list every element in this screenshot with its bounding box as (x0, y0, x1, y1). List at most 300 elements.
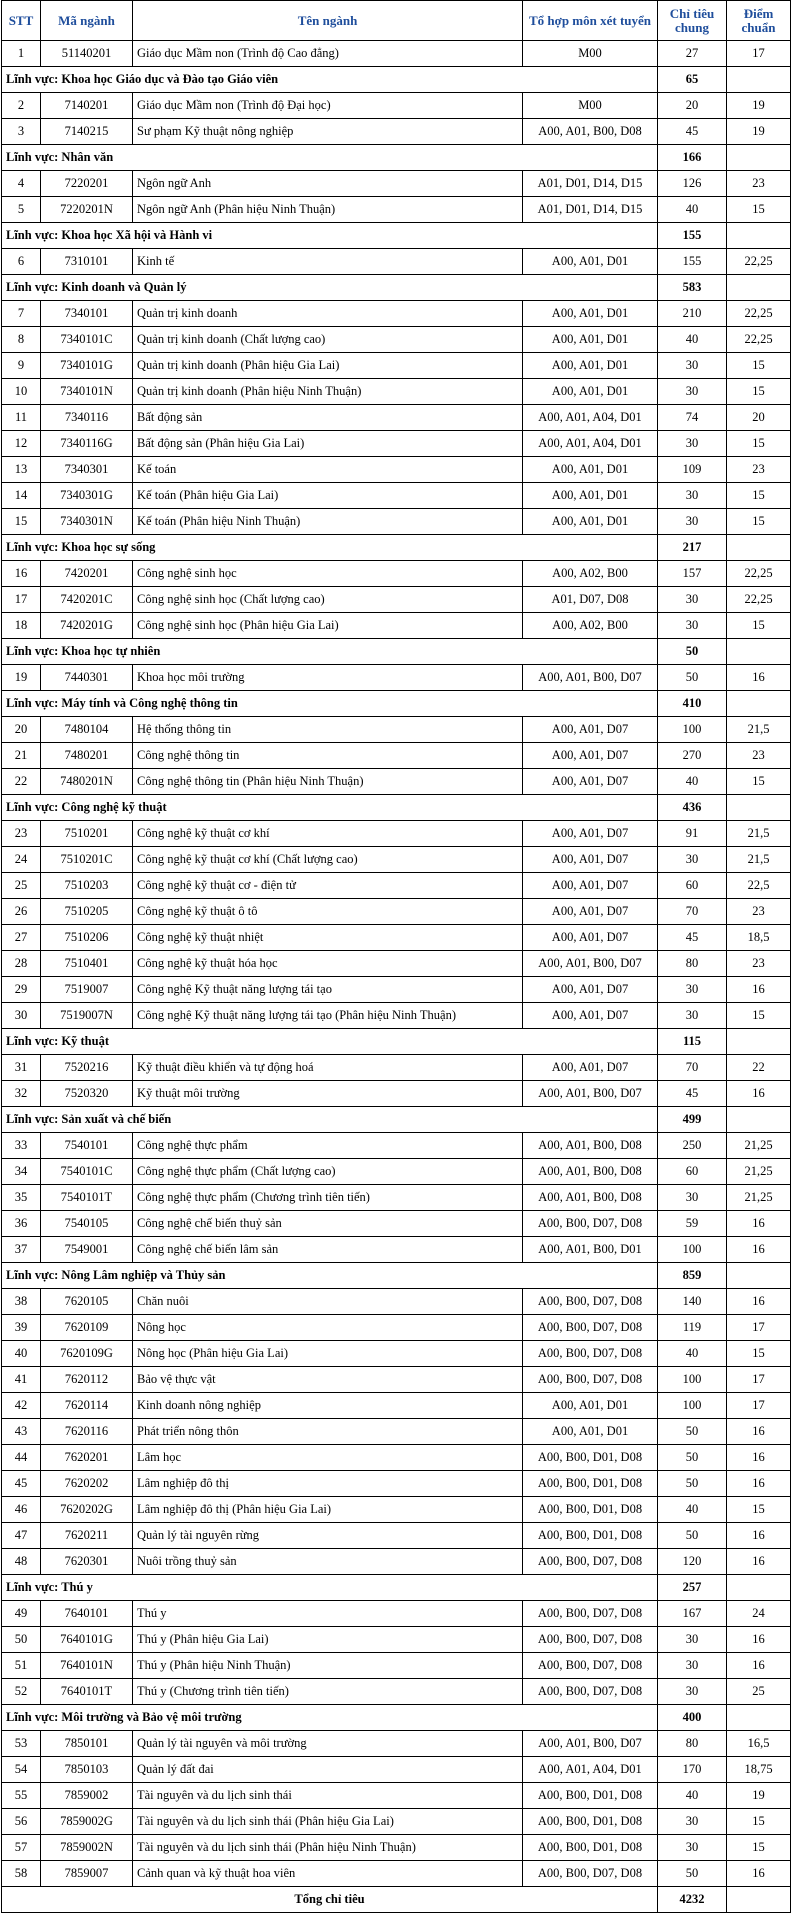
major-code-cell: 7420201G (41, 613, 133, 639)
major-code-cell: 7540105 (41, 1211, 133, 1237)
table-row (2, 431, 791, 457)
major-code-cell: 7220201 (41, 171, 133, 197)
quota-cell: 80 (658, 1731, 727, 1757)
stt-cell: 8 (2, 327, 41, 353)
stt-cell: 6 (2, 249, 41, 275)
major-code-cell: 7640101N (41, 1653, 133, 1679)
major-code-cell: 7480201 (41, 743, 133, 769)
subject-combos-cell: A00, A01, D07 (523, 743, 658, 769)
quota-cell: 100 (658, 1367, 727, 1393)
quota-cell: 210 (658, 301, 727, 327)
subject-combos-cell: A00, A01, D07 (523, 821, 658, 847)
major-name-cell: Công nghệ thông tin (133, 743, 523, 769)
major-code-cell: 7859002N (41, 1835, 133, 1861)
quota-cell: 140 (658, 1289, 727, 1315)
subject-combos-cell: M00 (523, 41, 658, 67)
major-name-cell: Lâm nghiệp đô thị (Phân hiệu Gia Lai) (133, 1497, 523, 1523)
major-code-cell: 7340101 (41, 301, 133, 327)
table-row (2, 977, 791, 1003)
quota-cell: 30 (658, 1003, 727, 1029)
benchmark-score-cell: 15 (727, 1003, 791, 1029)
field-group-quota-total: 583 (658, 275, 727, 301)
subject-combos-cell: A00, A01, D01 (523, 509, 658, 535)
benchmark-score-cell: 15 (727, 353, 791, 379)
field-group-quota-total: 436 (658, 795, 727, 821)
stt-cell: 17 (2, 587, 41, 613)
quota-cell: 70 (658, 1055, 727, 1081)
benchmark-score-cell: 21,5 (727, 847, 791, 873)
field-group-title: Lĩnh vực: Môi trường và Bảo vệ môi trường (2, 1705, 658, 1731)
subject-combos-cell: M00 (523, 93, 658, 119)
major-name-cell: Giáo dục Mầm non (Trình độ Đại học) (133, 93, 523, 119)
subject-combos-cell: A00, A01, D01 (523, 379, 658, 405)
major-name-cell: Công nghệ kỹ thuật nhiệt (133, 925, 523, 951)
stt-cell: 38 (2, 1289, 41, 1315)
table-row (2, 1419, 791, 1445)
benchmark-score-cell: 16 (727, 1523, 791, 1549)
quota-cell: 60 (658, 873, 727, 899)
major-name-cell: Thú y (133, 1601, 523, 1627)
quota-cell: 70 (658, 899, 727, 925)
stt-cell: 52 (2, 1679, 41, 1705)
stt-cell: 41 (2, 1367, 41, 1393)
table-row (2, 1471, 791, 1497)
benchmark-score-cell: 22,25 (727, 587, 791, 613)
table-row (2, 327, 791, 353)
stt-cell: 44 (2, 1445, 41, 1471)
quota-cell: 30 (658, 1835, 727, 1861)
quota-cell: 30 (658, 847, 727, 873)
subject-combos-cell: A00, B00, D01, D08 (523, 1523, 658, 1549)
table-row (2, 1679, 791, 1705)
benchmark-score-cell: 16 (727, 1445, 791, 1471)
table-row (2, 665, 791, 691)
major-code-cell: 7520320 (41, 1081, 133, 1107)
major-name-cell: Quản trị kinh doanh (Phân hiệu Ninh Thuận) (133, 379, 523, 405)
major-name-cell: Công nghệ Kỹ thuật năng lượng tái tạo (133, 977, 523, 1003)
stt-cell: 39 (2, 1315, 41, 1341)
table-row (2, 873, 791, 899)
benchmark-score-cell: 16 (727, 1081, 791, 1107)
major-name-cell: Kinh doanh nông nghiệp (133, 1393, 523, 1419)
stt-cell: 33 (2, 1133, 41, 1159)
subject-combos-cell: A00, B00, D07, D08 (523, 1211, 658, 1237)
quota-cell: 30 (658, 353, 727, 379)
subject-combos-cell: A00, A01, B00, D01 (523, 1237, 658, 1263)
subject-combos-cell: A00, B00, D07, D08 (523, 1861, 658, 1887)
benchmark-score-cell: 16 (727, 1627, 791, 1653)
stt-cell: 54 (2, 1757, 41, 1783)
quota-cell: 30 (658, 613, 727, 639)
subject-combos-cell: A00, A01, D07 (523, 847, 658, 873)
major-name-cell: Công nghệ sinh học (133, 561, 523, 587)
stt-cell: 2 (2, 93, 41, 119)
major-name-cell: Công nghệ kỹ thuật cơ - điện tử (133, 873, 523, 899)
header-stt: STT (2, 1, 41, 41)
benchmark-score-cell: 15 (727, 509, 791, 535)
subject-combos-cell: A00, A01, B00, D08 (523, 1159, 658, 1185)
field-group-title: Lĩnh vực: Kinh doanh và Quản lý (2, 275, 658, 301)
quota-cell: 40 (658, 1497, 727, 1523)
benchmark-score-cell: 16 (727, 1653, 791, 1679)
table-row (2, 509, 791, 535)
major-code-cell: 7640101 (41, 1601, 133, 1627)
major-code-cell: 7620109G (41, 1341, 133, 1367)
stt-cell: 26 (2, 899, 41, 925)
quota-cell: 30 (658, 1809, 727, 1835)
benchmark-score-cell: 15 (727, 613, 791, 639)
quota-cell: 91 (658, 821, 727, 847)
quota-cell: 120 (658, 1549, 727, 1575)
benchmark-score-cell: 16 (727, 1861, 791, 1887)
benchmark-score-cell: 19 (727, 1783, 791, 1809)
quota-cell: 155 (658, 249, 727, 275)
stt-cell: 9 (2, 353, 41, 379)
major-name-cell: Bảo vệ thực vật (133, 1367, 523, 1393)
field-group-title: Lĩnh vực: Công nghệ kỹ thuật (2, 795, 658, 821)
benchmark-score-cell: 21,5 (727, 717, 791, 743)
major-code-cell: 7340101N (41, 379, 133, 405)
major-name-cell: Công nghệ Kỹ thuật năng lượng tái tạo (Phân hiệu Ninh Thuận) (133, 1003, 523, 1029)
benchmark-score-cell: 16 (727, 1289, 791, 1315)
table-row (2, 561, 791, 587)
subject-combos-cell: A00, A01, D01 (523, 327, 658, 353)
major-code-cell: 7850101 (41, 1731, 133, 1757)
field-group-quota-total: 50 (658, 639, 727, 665)
major-name-cell: Khoa học môi trường (133, 665, 523, 691)
subject-combos-cell: A00, B00, D01, D08 (523, 1783, 658, 1809)
major-name-cell: Công nghệ chế biến thuỷ sản (133, 1211, 523, 1237)
major-code-cell: 7620301 (41, 1549, 133, 1575)
major-code-cell: 7549001 (41, 1237, 133, 1263)
major-name-cell: Phát triển nông thôn (133, 1419, 523, 1445)
benchmark-score-cell: 15 (727, 1835, 791, 1861)
table-row (2, 379, 791, 405)
subject-combos-cell: A00, A02, B00 (523, 613, 658, 639)
stt-cell: 51 (2, 1653, 41, 1679)
field-group-empty-cell (727, 691, 791, 717)
subject-combos-cell: A00, A01, D01 (523, 1419, 658, 1445)
benchmark-score-cell: 21,25 (727, 1133, 791, 1159)
field-group-row (2, 1263, 791, 1289)
major-name-cell: Công nghệ thực phẩm (133, 1133, 523, 1159)
major-name-cell: Kế toán (Phân hiệu Ninh Thuận) (133, 509, 523, 535)
major-name-cell: Kế toán (133, 457, 523, 483)
quota-cell: 50 (658, 1471, 727, 1497)
table-row (2, 847, 791, 873)
subject-combos-cell: A00, A01, B00, D07 (523, 665, 658, 691)
benchmark-score-cell: 19 (727, 93, 791, 119)
field-group-title: Lĩnh vực: Khoa học Xã hội và Hành vi (2, 223, 658, 249)
benchmark-score-cell: 15 (727, 483, 791, 509)
quota-cell: 27 (658, 41, 727, 67)
major-code-cell: 7859007 (41, 1861, 133, 1887)
stt-cell: 31 (2, 1055, 41, 1081)
subject-combos-cell: A00, A01, D07 (523, 873, 658, 899)
stt-cell: 37 (2, 1237, 41, 1263)
major-code-cell: 7340101G (41, 353, 133, 379)
subject-combos-cell: A00, B00, D07, D08 (523, 1315, 658, 1341)
major-name-cell: Công nghệ thực phẩm (Chương trình tiên tiến) (133, 1185, 523, 1211)
stt-cell: 21 (2, 743, 41, 769)
stt-cell: 10 (2, 379, 41, 405)
major-code-cell: 7340116 (41, 405, 133, 431)
field-group-empty-cell (727, 223, 791, 249)
major-name-cell: Nuôi trồng thuỷ sản (133, 1549, 523, 1575)
major-code-cell: 7540101C (41, 1159, 133, 1185)
major-code-cell: 7620109 (41, 1315, 133, 1341)
table-row (2, 1783, 791, 1809)
table-row (2, 93, 791, 119)
subject-combos-cell: A00, A01, D07 (523, 717, 658, 743)
table-row (2, 1315, 791, 1341)
quota-cell: 109 (658, 457, 727, 483)
quota-cell: 74 (658, 405, 727, 431)
header-combos: Tổ hợp môn xét tuyển (523, 1, 658, 41)
table-row (2, 1289, 791, 1315)
quota-cell: 30 (658, 587, 727, 613)
major-name-cell: Bất động sản (Phân hiệu Gia Lai) (133, 431, 523, 457)
benchmark-score-cell: 15 (727, 1809, 791, 1835)
table-row (2, 1185, 791, 1211)
major-name-cell: Công nghệ kỹ thuật cơ khí (Chất lượng cao) (133, 847, 523, 873)
table-row (2, 1523, 791, 1549)
benchmark-score-cell: 15 (727, 1497, 791, 1523)
field-group-quota-total: 65 (658, 67, 727, 93)
major-name-cell: Thú y (Phân hiệu Gia Lai) (133, 1627, 523, 1653)
major-code-cell: 7340116G (41, 431, 133, 457)
quota-cell: 30 (658, 509, 727, 535)
quota-cell: 60 (658, 1159, 727, 1185)
major-code-cell: 7510201 (41, 821, 133, 847)
subject-combos-cell: A00, A01, A04, D01 (523, 405, 658, 431)
quota-cell: 270 (658, 743, 727, 769)
admission-score-table (1, 0, 791, 1913)
field-group-row (2, 1575, 791, 1601)
quota-cell: 59 (658, 1211, 727, 1237)
stt-cell: 4 (2, 171, 41, 197)
table-body (2, 41, 791, 1887)
subject-combos-cell: A00, A01, B00, D07 (523, 1081, 658, 1107)
benchmark-score-cell: 22,25 (727, 249, 791, 275)
table-row (2, 197, 791, 223)
major-code-cell: 7480201N (41, 769, 133, 795)
major-code-cell: 7420201C (41, 587, 133, 613)
major-name-cell: Công nghệ thực phẩm (Chất lượng cao) (133, 1159, 523, 1185)
stt-cell: 16 (2, 561, 41, 587)
field-group-title: Lĩnh vực: Khoa học tự nhiên (2, 639, 658, 665)
field-group-title: Lĩnh vực: Nông Lâm nghiệp và Thủy sản (2, 1263, 658, 1289)
stt-cell: 45 (2, 1471, 41, 1497)
field-group-row (2, 1029, 791, 1055)
major-name-cell: Giáo dục Mầm non (Trình độ Cao đẳng) (133, 41, 523, 67)
major-name-cell: Quản trị kinh doanh (Chất lượng cao) (133, 327, 523, 353)
major-code-cell: 7620211 (41, 1523, 133, 1549)
major-name-cell: Quản trị kinh doanh (Phân hiệu Gia Lai) (133, 353, 523, 379)
benchmark-score-cell: 20 (727, 405, 791, 431)
major-name-cell: Ngôn ngữ Anh (133, 171, 523, 197)
total-quota-value: 4232 (658, 1887, 727, 1913)
major-code-cell: 7510201C (41, 847, 133, 873)
subject-combos-cell: A00, A02, B00 (523, 561, 658, 587)
table-row (2, 119, 791, 145)
subject-combos-cell: A00, A01, B00, D08 (523, 119, 658, 145)
field-group-empty-cell (727, 1575, 791, 1601)
stt-cell: 13 (2, 457, 41, 483)
quota-cell: 50 (658, 1861, 727, 1887)
subject-combos-cell: A00, B00, D07, D08 (523, 1653, 658, 1679)
stt-cell: 7 (2, 301, 41, 327)
stt-cell: 24 (2, 847, 41, 873)
field-group-empty-cell (727, 275, 791, 301)
field-group-quota-total: 217 (658, 535, 727, 561)
major-name-cell: Công nghệ thông tin (Phân hiệu Ninh Thuận) (133, 769, 523, 795)
subject-combos-cell: A01, D01, D14, D15 (523, 171, 658, 197)
field-group-row (2, 639, 791, 665)
major-code-cell: 7620116 (41, 1419, 133, 1445)
field-group-quota-total: 166 (658, 145, 727, 171)
field-group-title: Lĩnh vực: Nhân văn (2, 145, 658, 171)
benchmark-score-cell: 23 (727, 951, 791, 977)
quota-cell: 50 (658, 1523, 727, 1549)
quota-cell: 20 (658, 93, 727, 119)
table-row (2, 1393, 791, 1419)
subject-combos-cell: A00, B00, D07, D08 (523, 1627, 658, 1653)
major-name-cell: Công nghệ sinh học (Chất lượng cao) (133, 587, 523, 613)
major-name-cell: Thú y (Chương trình tiên tiến) (133, 1679, 523, 1705)
stt-cell: 15 (2, 509, 41, 535)
major-code-cell: 7510401 (41, 951, 133, 977)
subject-combos-cell: A00, A01, A04, D01 (523, 431, 658, 457)
major-code-cell: 7220201N (41, 197, 133, 223)
field-group-row (2, 1107, 791, 1133)
table-row (2, 1081, 791, 1107)
field-group-empty-cell (727, 1705, 791, 1731)
major-code-cell: 7640101T (41, 1679, 133, 1705)
subject-combos-cell: A00, A01, D01 (523, 249, 658, 275)
field-group-quota-total: 257 (658, 1575, 727, 1601)
quota-cell: 170 (658, 1757, 727, 1783)
stt-cell: 1 (2, 41, 41, 67)
benchmark-score-cell: 22,25 (727, 301, 791, 327)
stt-cell: 40 (2, 1341, 41, 1367)
field-group-title: Lĩnh vực: Kỹ thuật (2, 1029, 658, 1055)
subject-combos-cell: A00, B00, D07, D08 (523, 1601, 658, 1627)
table-row (2, 1653, 791, 1679)
major-code-cell: 7420201 (41, 561, 133, 587)
table-row (2, 1055, 791, 1081)
quota-cell: 30 (658, 431, 727, 457)
major-code-cell: 7519007 (41, 977, 133, 1003)
major-name-cell: Thú y (Phân hiệu Ninh Thuận) (133, 1653, 523, 1679)
quota-cell: 40 (658, 1341, 727, 1367)
major-name-cell: Công nghệ sinh học (Phân hiệu Gia Lai) (133, 613, 523, 639)
subject-combos-cell: A00, A01, D07 (523, 1003, 658, 1029)
benchmark-score-cell: 22 (727, 1055, 791, 1081)
field-group-quota-total: 859 (658, 1263, 727, 1289)
table-row (2, 1861, 791, 1887)
table-row (2, 1133, 791, 1159)
table-row (2, 301, 791, 327)
major-code-cell: 7620105 (41, 1289, 133, 1315)
benchmark-score-cell: 16 (727, 1549, 791, 1575)
benchmark-score-cell: 22,5 (727, 873, 791, 899)
field-group-empty-cell (727, 535, 791, 561)
quota-cell: 45 (658, 119, 727, 145)
stt-cell: 49 (2, 1601, 41, 1627)
subject-combos-cell: A00, B00, D01, D08 (523, 1471, 658, 1497)
major-code-cell: 7620202 (41, 1471, 133, 1497)
stt-cell: 43 (2, 1419, 41, 1445)
major-name-cell: Ngôn ngữ Anh (Phân hiệu Ninh Thuận) (133, 197, 523, 223)
quota-cell: 100 (658, 717, 727, 743)
benchmark-score-cell: 25 (727, 1679, 791, 1705)
major-name-cell: Công nghệ chế biến lâm sản (133, 1237, 523, 1263)
major-name-cell: Quản lý tài nguyên rừng (133, 1523, 523, 1549)
field-group-row (2, 795, 791, 821)
table-row (2, 171, 791, 197)
field-group-quota-total: 115 (658, 1029, 727, 1055)
quota-cell: 126 (658, 171, 727, 197)
benchmark-score-cell: 23 (727, 457, 791, 483)
table-row (2, 613, 791, 639)
subject-combos-cell: A01, D07, D08 (523, 587, 658, 613)
major-code-cell: 7620112 (41, 1367, 133, 1393)
field-group-row (2, 67, 791, 93)
major-code-cell: 7620114 (41, 1393, 133, 1419)
field-group-title: Lĩnh vực: Máy tính và Công nghệ thông tin (2, 691, 658, 717)
major-name-cell: Chăn nuôi (133, 1289, 523, 1315)
table-row (2, 743, 791, 769)
major-name-cell: Công nghệ kỹ thuật ô tô (133, 899, 523, 925)
quota-cell: 100 (658, 1393, 727, 1419)
major-name-cell: Kế toán (Phân hiệu Gia Lai) (133, 483, 523, 509)
subject-combos-cell: A00, A01, D01 (523, 483, 658, 509)
stt-cell: 19 (2, 665, 41, 691)
major-name-cell: Tài nguyên và du lịch sinh thái (Phân hiệu Ninh Thuận) (133, 1835, 523, 1861)
major-code-cell: 7310101 (41, 249, 133, 275)
major-code-cell: 7140201 (41, 93, 133, 119)
subject-combos-cell: A00, A01, D01 (523, 1393, 658, 1419)
major-name-cell: Quản lý tài nguyên và môi trường (133, 1731, 523, 1757)
major-code-cell: 7440301 (41, 665, 133, 691)
quota-cell: 30 (658, 1679, 727, 1705)
stt-cell: 50 (2, 1627, 41, 1653)
quota-cell: 100 (658, 1237, 727, 1263)
table-row (2, 1809, 791, 1835)
stt-cell: 3 (2, 119, 41, 145)
table-row (2, 1003, 791, 1029)
header-quota: Chỉ tiêu chung (658, 1, 727, 41)
benchmark-score-cell: 15 (727, 1341, 791, 1367)
stt-cell: 18 (2, 613, 41, 639)
major-code-cell: 7520216 (41, 1055, 133, 1081)
quota-cell: 30 (658, 379, 727, 405)
stt-cell: 56 (2, 1809, 41, 1835)
major-name-cell: Sư phạm Kỹ thuật nông nghiệp (133, 119, 523, 145)
field-group-title: Lĩnh vực: Khoa học Giáo dục và Đào tạo Giáo viên (2, 67, 658, 93)
table-row (2, 483, 791, 509)
stt-cell: 32 (2, 1081, 41, 1107)
benchmark-score-cell: 16 (727, 1237, 791, 1263)
subject-combos-cell: A00, B00, D07, D08 (523, 1289, 658, 1315)
footer-row (2, 1887, 791, 1913)
benchmark-score-cell: 24 (727, 1601, 791, 1627)
subject-combos-cell: A00, A01, D07 (523, 769, 658, 795)
table-row (2, 717, 791, 743)
quota-cell: 30 (658, 483, 727, 509)
stt-cell: 35 (2, 1185, 41, 1211)
